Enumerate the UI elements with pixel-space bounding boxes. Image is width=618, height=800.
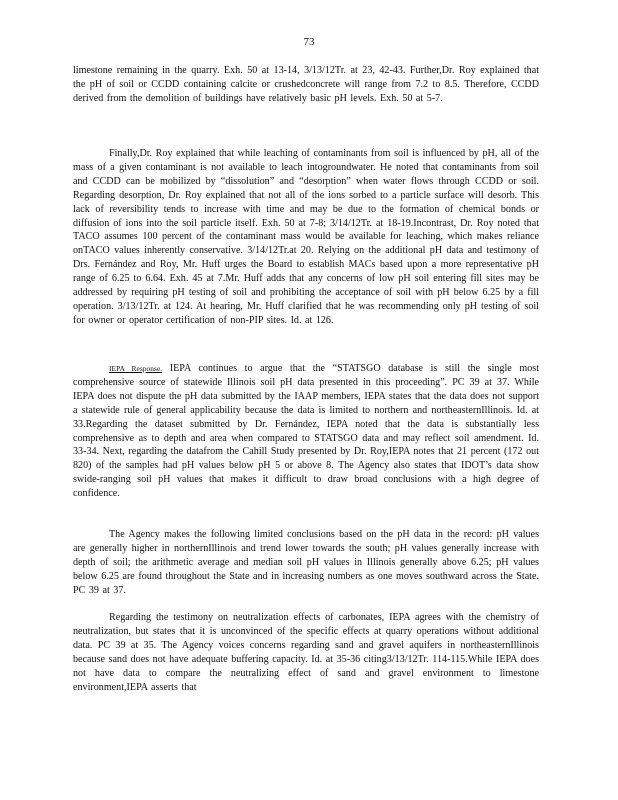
section-heading: IEPA Response. bbox=[109, 364, 163, 373]
paragraph-neutralization: Regarding the testimony on neutralization effects of carbonates, IEPA agrees with the chemistry of neutralization, but states that it is unconvinced of the specific effects at quarry operations without additional data. PC 39 at 35. The Agency voices concerns regarding sand and gravel aquifers in northeasternIllinois because sand does not have adequate buffering capacity. Id. at 35-36 citing3/13/12Tr. 114-115.While IEPA does not have data to compare the neutralizing effect of sand and gravel environment to limestone environment,IEPA asserts that bbox=[73, 612, 539, 693]
paragraph-limestone: limestone remaining in the quarry. Exh. 50 at 13-14, 3/13/12Tr. at 23, 42-43. Further,Dr. Roy explained that the pH of soil or CCDD containing calcite or crushedconcrete will range from 7.2 to 8.5. Therefore, CCDD derived from the demolition of buildings have relatively basic pH levels. Exh. 50 at 5-7. bbox=[73, 65, 539, 104]
paragraph-iepa-response bbox=[73, 362, 539, 501]
paragraph-agency-conclusions: The Agency makes the following limited conclusions based on the pH data in the record: pH values are generally higher in northernIllinois and trend lower towards the south; pH values generally increase with depth of soil; the arithmetic average and median soil pH values in Illinois generally above 6.25; pH values below 6.25 are found throughout the State and in increasing numbers as one moves southward across the State. PC 39 at 37. bbox=[73, 529, 539, 596]
paragraph-leaching: Finally,Dr. Roy explained that while leaching of contaminants from soil is influenced by pH, all of the mass of a given contaminant is not available to leach intogroundwater. He noted that contaminants from soil and CCDD can be mobilized by “dissolution” and “desorption” when water flows through CCDD or soil. Regarding desorption, Dr. Roy explained that not all of the ions sorbed to a particle surface will desorb. This lack of reversibility tends to increase with time and may be due to the formation of chemical bonds or diffusion of ions into the soil particle itself. Exh. 50 at 7-8; 3/14/12Tr. at 18-19.Incontrast, Dr. Roy noted that TACO assumes 100 percent of the contaminant mass would be available for leaching, which makes reliance onTACO values inherently conservative. 3/14/12Tr.at 20. Relying on the additional pH data and testimony of Drs. Fernández and Roy, Mr. Huff urges the Board to establish MACs based upon a more representative pH range of 6.25 to 6.64. Exh. 45 at 7.Mr. Huff adds that any concerns of low pH soil entering fill sites may be addressed by requiring pH testing of soil and prohibiting the acceptance of soil with pH below 6.25 by a fill operation. 3/13/12Tr. at 124. At hearing, Mr. Huff clarified that he was recommending only pH testing of soil for owner or operator certification of non-PIP sites. Id. at 126. bbox=[73, 148, 539, 326]
page-number: 73 bbox=[303, 36, 315, 48]
paragraph-iepa-response-text: IEPA continues to argue that the “STATSGO database is still the single most comprehensive source of statewide Illinois soil pH data presented in this proceeding”. PC 39 at 37. While IEPA does not dispute the pH data submitted by the IAAP members, IEPA states that the data does not support a statewide rule of general applicability because the data is limited to northern and northeasternIllinois. Id. at 33.Regarding the dataset submitted by Dr. Fernández, IEPA noted that the data is substantially less comprehensive as to depth and area when compared to STATSGO data and may reflect soil amendment. Id. 33-34. Next, regarding the datafrom the Cahill Study presented by Dr. Roy,IEPA notes that 21 percent (172 out 820) of the samples had pH values below pH 5 or above 8. The Agency also states that IDOT’s data show swide-ranging soil pH values that makes it difficult to draw broad conclusions with a high degree of confidence. bbox=[73, 363, 540, 500]
